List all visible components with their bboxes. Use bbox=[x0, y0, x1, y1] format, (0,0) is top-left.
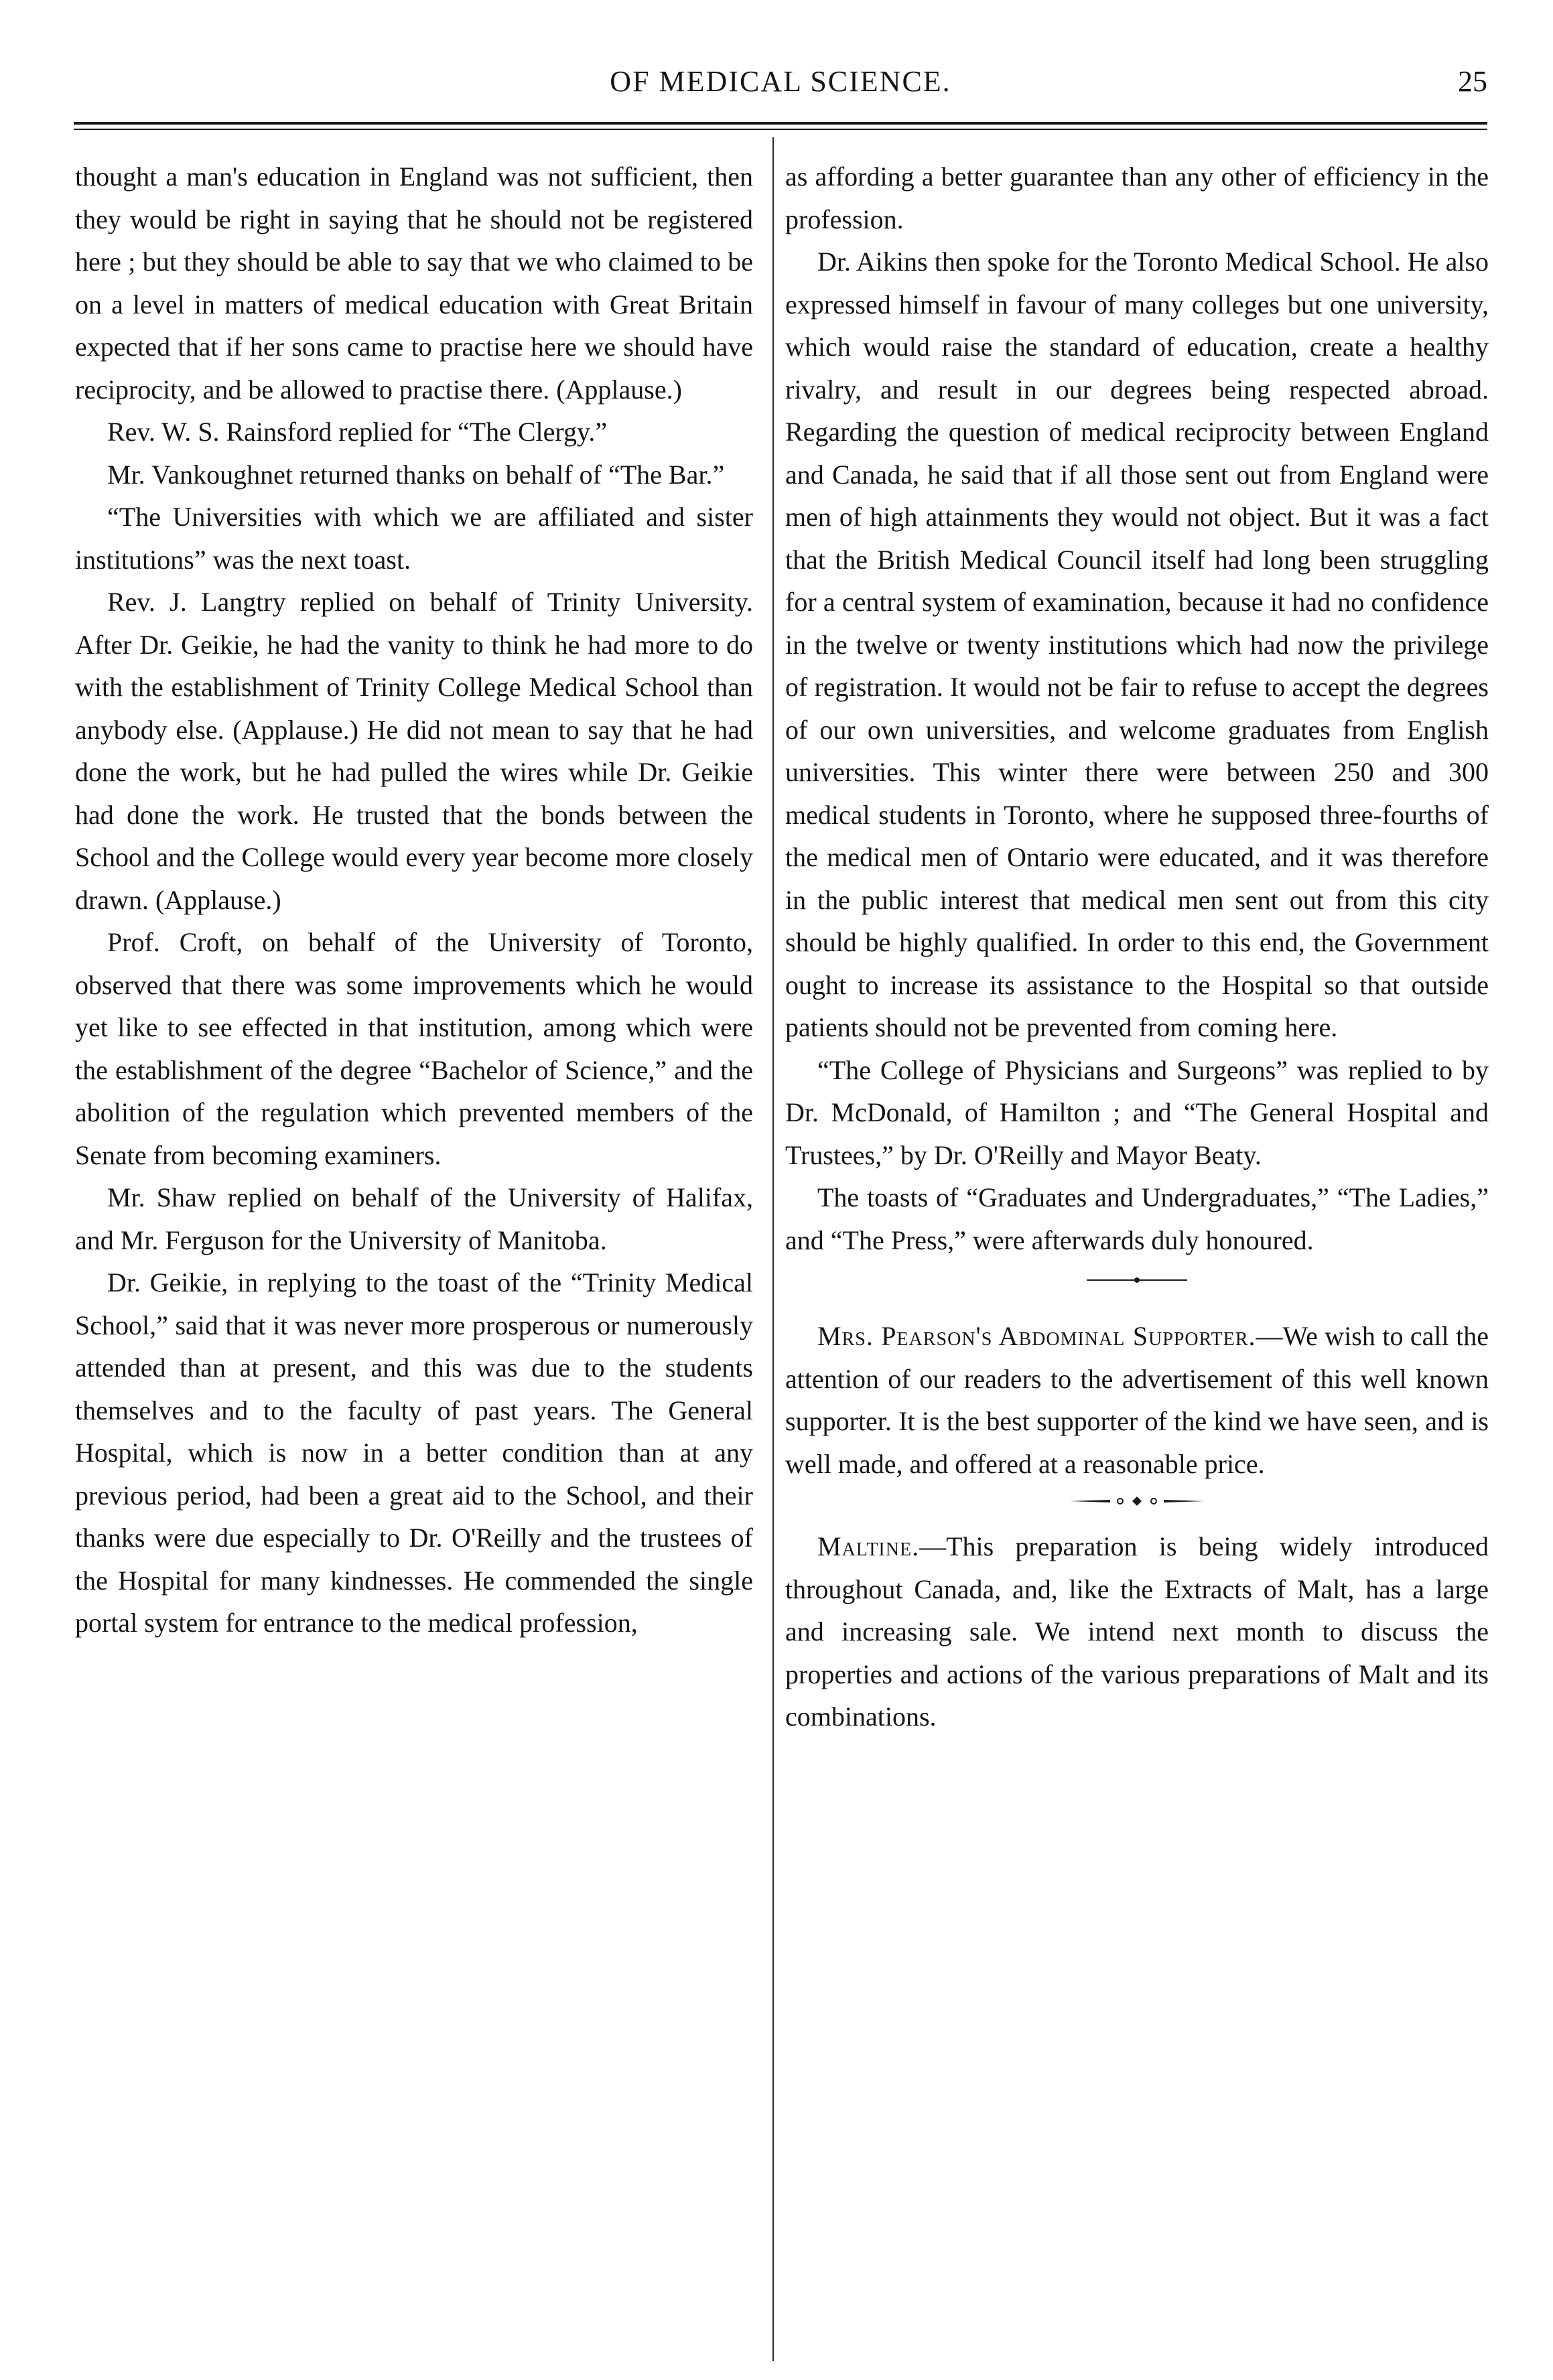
paragraph: as affording a better guarantee than any other of efficiency in the profession. bbox=[785, 161, 1489, 234]
notice-body: —We wish to call the attention of our readers to the advertisement of this well known supporter. It is the best supporter of the kind we have seen, and is well made, and offered at a reasonable price. bbox=[785, 1321, 1489, 1479]
section-separator bbox=[785, 1261, 1489, 1315]
ornament-icon bbox=[1070, 1493, 1204, 1509]
ornamental-separator bbox=[785, 1485, 1489, 1525]
paragraph: thought a man's education in England was not sufficient, then they would be right in saying that he should not be registered here ; but they should be able to say that we who claimed to be on a level in matters of medical education with Great Britain expected that if her sons came to practise here we should have reciprocity, and be allowed to practise there. (Applause.) bbox=[75, 161, 753, 405]
header-rule-thin bbox=[74, 129, 1487, 130]
paragraph: Mr. Shaw replied on behalf of the University of Halifax, and Mr. Ferguson for the University of Manitoba. bbox=[75, 1182, 753, 1255]
paragraph: Dr. Aikins then spoke for the Toronto Medical School. He also expressed himself in favour of many colleges but one university, which would raise the standard of education, create a healthy rivalry, and result in our degrees being respected abroad. Regarding the question of medical reciprocity between England and Canada, he said that if all those sent out from England were men of high attainments they would not object. But it was a fact that the British Medical Council itself had long been struggling for a central system of examination, because it had no confidence in the twelve or twenty institutions which had now the privilege of registration. It would not be fair to refuse to accept the degrees of our own universities, and welcome graduates from English universities. This winter there were between 250 and 300 medical students in Toronto, where he supposed three-fourths of the medical men of Ontario were educated, and it was therefore in the public interest that medical men sent out from this city should be highly qualified. In order to this end, the Government ought to increase its assistance to the Hospital so that outside patients should not be prevented from coming here. bbox=[785, 247, 1489, 1042]
rule-dot-ornament bbox=[1087, 1273, 1187, 1287]
left-column bbox=[75, 155, 753, 1644]
notice-heading: Maltine. bbox=[817, 1531, 920, 1561]
paragraph: “The Universities with which we are affiliated and sister institutions” was the next toast. bbox=[75, 502, 753, 575]
notice-maltine bbox=[785, 1525, 1489, 1738]
page-number: 25 bbox=[1458, 65, 1487, 98]
notice-body: —This preparation is being widely introduced throughout Canada, and, like the Extracts of Malt, has a large and increasing sale. We intend next month to discuss the properties and actions of the various preparations of Malt and its combinations. bbox=[785, 1531, 1489, 1732]
paragraph: Dr. Geikie, in replying to the toast of the “Trinity Medical School,” said that it was never more prosperous or numerously attended than at present, and this was due to the students themselves and to the faculty of past years. The General Hospital, which is now in a better condition than at any previous period, had been a great aid to the School, and their thanks were due especially to Dr. O'Reilly and the trustees of the Hospital for many kindnesses. He commended the single portal system for entrance to the medical profession, bbox=[75, 1267, 753, 1638]
paragraph: Rev. W. S. Rainsford replied for “The Clergy.” bbox=[107, 417, 608, 447]
paragraph: Mr. Vankoughnet returned thanks on behalf of “The Bar.” bbox=[107, 459, 725, 490]
running-header bbox=[74, 64, 1487, 111]
paragraph: “The College of Physicians and Surgeons” was replied to by Dr. McDonald, of Hamilton ; and “The General Hospital and Trustees,” by Dr. O'Reilly and Mayor Beaty. bbox=[785, 1054, 1489, 1170]
column-divider bbox=[772, 137, 774, 2361]
header-rule-thick bbox=[74, 122, 1487, 125]
notice-heading: Mrs. Pearson's Abdominal Supporter. bbox=[817, 1321, 1256, 1351]
paragraph: Prof. Croft, on behalf of the University of Toronto, observed that there was some improvements which he would yet like to see effected in that institution, among which were the establishment of the degree “Bachelor of Science,” and the abolition of the regulation which prevented members of the Senate from becoming examiners. bbox=[75, 927, 753, 1170]
paragraph: The toasts of “Graduates and Undergraduates,” “The Ladies,” and “The Press,” were afterwards duly honoured. bbox=[785, 1182, 1489, 1255]
right-column bbox=[785, 155, 1489, 1738]
paragraph: Rev. J. Langtry replied on behalf of Trinity University. After Dr. Geikie, he had the vanity to think he had more to do with the establishment of Trinity College Medical School than anybody else. (Applause.) He did not mean to say that he had done the work, but he had pulled the wires while Dr. Geikie had done the work. He trusted that the bonds between the School and the College would every year become more closely drawn. (Applause.) bbox=[75, 587, 753, 915]
notice-pearson bbox=[785, 1315, 1489, 1485]
journal-title: OF MEDICAL SCIENCE. bbox=[610, 65, 951, 98]
